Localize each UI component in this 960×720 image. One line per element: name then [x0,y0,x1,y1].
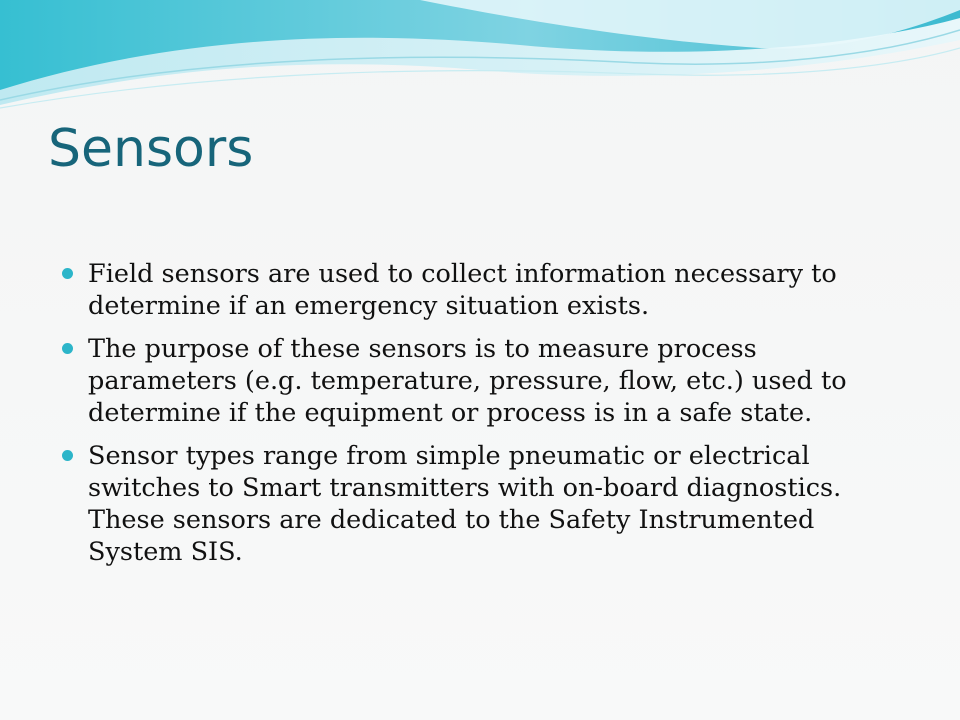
bullet-dot-icon [62,450,73,461]
bullet-item [62,258,892,322]
bullet-text: Sensor types range from simple pneumatic or electrical switches to Smart transmitters with on-board diagnostics. These sensors are dedicated to the Safety Instrumented System SIS. [88,441,842,567]
decorative-wave-header [0,0,960,120]
bullet-dot-icon [62,268,73,279]
bullet-dot-icon [62,343,73,354]
bullet-item [62,333,892,429]
bullet-item [62,440,892,568]
bullet-text: Field sensors are used to collect information necessary to determine if an emergency situation exists. [88,259,837,321]
bullet-list [62,258,892,579]
slide-title: Sensors [48,119,254,179]
bullet-text: The purpose of these sensors is to measure process parameters (e.g. temperature, pressure, flow, etc.) used to determine if the equipment or process is in a safe state. [88,334,847,428]
